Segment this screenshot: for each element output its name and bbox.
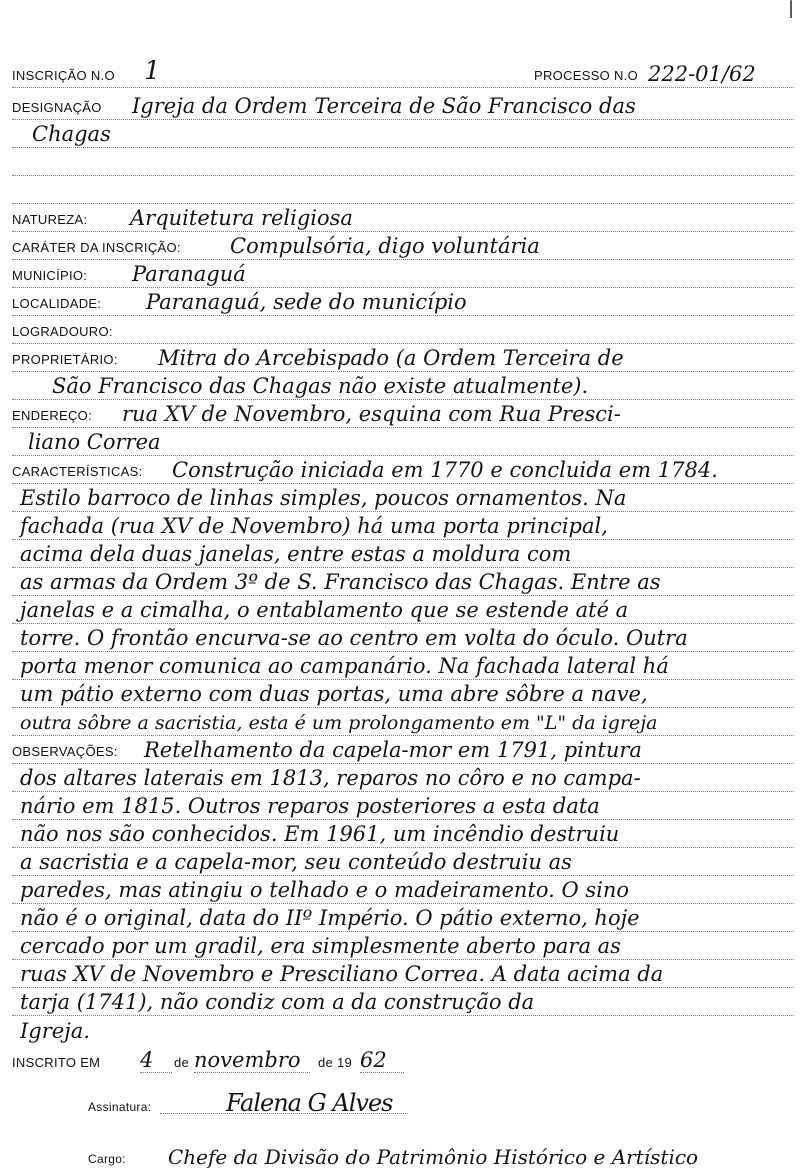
designacao-value-2: Chagas	[32, 122, 111, 146]
header-line	[12, 60, 794, 88]
caracteristicas-value: outra sôbre a sacristia, esta é um prolongamento em "L" da igreja	[20, 712, 658, 734]
inscricao-value: 1	[144, 60, 161, 86]
de-year-label: de 19	[318, 1055, 353, 1070]
caracteristicas-label: CARACTERÍSTICAS:	[12, 464, 143, 479]
observacoes-line	[12, 876, 794, 904]
observacoes-value: não nos são conhecidos. Em 1961, um incêndio destruiu	[20, 822, 620, 846]
municipio-line	[12, 260, 794, 288]
endereco-line-1	[12, 400, 794, 428]
caracteristicas-value: fachada (rua XV de Novembro) há uma porta principal,	[20, 514, 608, 538]
observacoes-line	[12, 932, 794, 960]
endereco-label: ENDEREÇO:	[12, 408, 92, 423]
carater-line	[12, 232, 794, 260]
proprietario-line-1	[12, 344, 794, 372]
endereco-value-2: liano Correa	[28, 430, 161, 454]
proprietario-value-1: Mitra do Arcebispado (a Ordem Terceira de	[158, 346, 624, 370]
proprietario-label: PROPRIETÁRIO:	[12, 352, 118, 367]
designacao-line-2	[12, 120, 794, 148]
caracteristicas-value: torre. O frontão encurva-se ao centro em volta do óculo. Outra	[20, 626, 688, 650]
observacoes-line	[12, 1016, 794, 1044]
caracteristicas-line	[12, 596, 794, 624]
cargo-label: Cargo:	[88, 1152, 126, 1166]
caracteristicas-line	[12, 512, 794, 540]
processo-value: 222-01/62	[648, 62, 756, 86]
observacoes-value: nário em 1815. Outros reparos posteriores a esta data	[20, 794, 600, 818]
inscrito-label: INSCRITO EM	[12, 1055, 101, 1070]
observacoes-line	[12, 764, 794, 792]
designacao-value-1: Igreja da Ordem Terceira de São Francisco das	[132, 94, 636, 118]
municipio-value: Paranaguá	[132, 262, 246, 286]
observacoes-value: cercado por um gradil, era simplesmente aberto para as	[20, 934, 621, 958]
logradouro-line	[12, 316, 794, 344]
inscricao-label: INSCRIÇÃO N.O	[12, 68, 115, 83]
observacoes-value: ruas XV de Novembro e Presciliano Correa. A data acima da	[20, 962, 664, 986]
inscrito-line	[12, 1042, 794, 1074]
caracteristicas-line	[12, 708, 794, 736]
assinatura-dotted-rule	[160, 1113, 408, 1114]
municipio-label: MUNICÍPIO:	[12, 268, 88, 283]
caracteristicas-line	[12, 484, 794, 512]
observacoes-line	[12, 792, 794, 820]
natureza-line	[12, 204, 794, 232]
cargo-line	[88, 1134, 794, 1170]
endereco-line-2	[12, 428, 794, 456]
blank-line	[12, 176, 794, 204]
carater-label: CARÁTER DA INSCRIÇÃO:	[12, 240, 181, 255]
caracteristicas-line-1	[12, 456, 794, 484]
proprietario-line-2	[12, 372, 794, 400]
cargo-value: Chefe da Divisão do Patrimônio Histórico e Artístico	[168, 1145, 699, 1169]
observacoes-value: não é o original, data do IIº Império. O pátio externo, hoje	[20, 906, 640, 930]
caracteristicas-line	[12, 540, 794, 568]
caracteristicas-value: acima dela duas janelas, entre estas a moldura com	[20, 542, 572, 566]
caracteristicas-value: Estilo barroco de linhas simples, poucos ornamentos. Na	[20, 486, 627, 510]
observacoes-label: OBSERVAÇÕES:	[12, 744, 118, 759]
observacoes-line-1	[12, 736, 794, 764]
carater-value: Compulsória, digo voluntária	[230, 234, 540, 258]
observacoes-line	[12, 848, 794, 876]
observacoes-value: dos altares laterais em 1813, reparos no côro e no campa-	[20, 766, 641, 790]
localidade-value: Paranaguá, sede do município	[146, 290, 467, 314]
endereco-value-1: rua XV de Novembro, esquina com Rua Presci-	[122, 402, 621, 426]
caracteristicas-line	[12, 568, 794, 596]
observacoes-value: tarja (1741), não condiz com a da construção da	[20, 990, 535, 1014]
caracteristicas-value: porta menor comunica ao campanário. Na fachada lateral há	[20, 654, 669, 678]
caracteristicas-line	[12, 680, 794, 708]
inscrito-month: novembro	[194, 1048, 310, 1073]
caracteristicas-line	[12, 624, 794, 652]
localidade-label: LOCALIDADE:	[12, 296, 102, 311]
proprietario-value-2: São Francisco das Chagas não existe atualmente).	[52, 374, 589, 398]
inscrito-year: 62	[360, 1048, 404, 1073]
localidade-line	[12, 288, 794, 316]
observacoes-value: a sacristia e a capela-mor, seu conteúdo destruiu as	[20, 850, 572, 874]
assinatura-signature: Falena G Alves	[226, 1089, 393, 1117]
caracteristicas-line	[12, 652, 794, 680]
blank-line	[12, 148, 794, 176]
observacoes-value-1: Retelhamento da capela-mor em 1791, pintura	[144, 738, 642, 762]
inscrito-day: 4	[140, 1048, 172, 1073]
de-label: de	[174, 1055, 190, 1070]
observacoes-line	[12, 904, 794, 932]
assinatura-line	[88, 1084, 408, 1118]
caracteristicas-value: um pátio externo com duas portas, uma abre sôbre a nave,	[20, 682, 648, 706]
observacoes-line	[12, 988, 794, 1016]
logradouro-label: LOGRADOURO:	[12, 324, 113, 339]
designacao-label: DESIGNAÇÃO	[12, 100, 102, 115]
assinatura-label: Assinatura:	[88, 1100, 152, 1114]
observacoes-line	[12, 960, 794, 988]
designacao-line-1	[12, 92, 794, 120]
page-edge-mark: |	[788, 0, 795, 19]
caracteristicas-value: janelas e a cimalha, o entablamento que se estende até a	[20, 598, 629, 622]
observacoes-value: Igreja.	[20, 1019, 90, 1043]
natureza-value: Arquitetura religiosa	[130, 206, 353, 230]
observacoes-value: paredes, mas atingiu o telhado e o madeiramento. O sino	[20, 878, 630, 902]
processo-label: PROCESSO N.O	[534, 68, 639, 83]
caracteristicas-value-1: Construção iniciada em 1770 e concluida em 1784.	[172, 458, 718, 482]
caracteristicas-value: as armas da Ordem 3º de S. Francisco das Chagas. Entre as	[20, 570, 661, 594]
natureza-label: NATUREZA:	[12, 212, 88, 227]
observacoes-line	[12, 820, 794, 848]
